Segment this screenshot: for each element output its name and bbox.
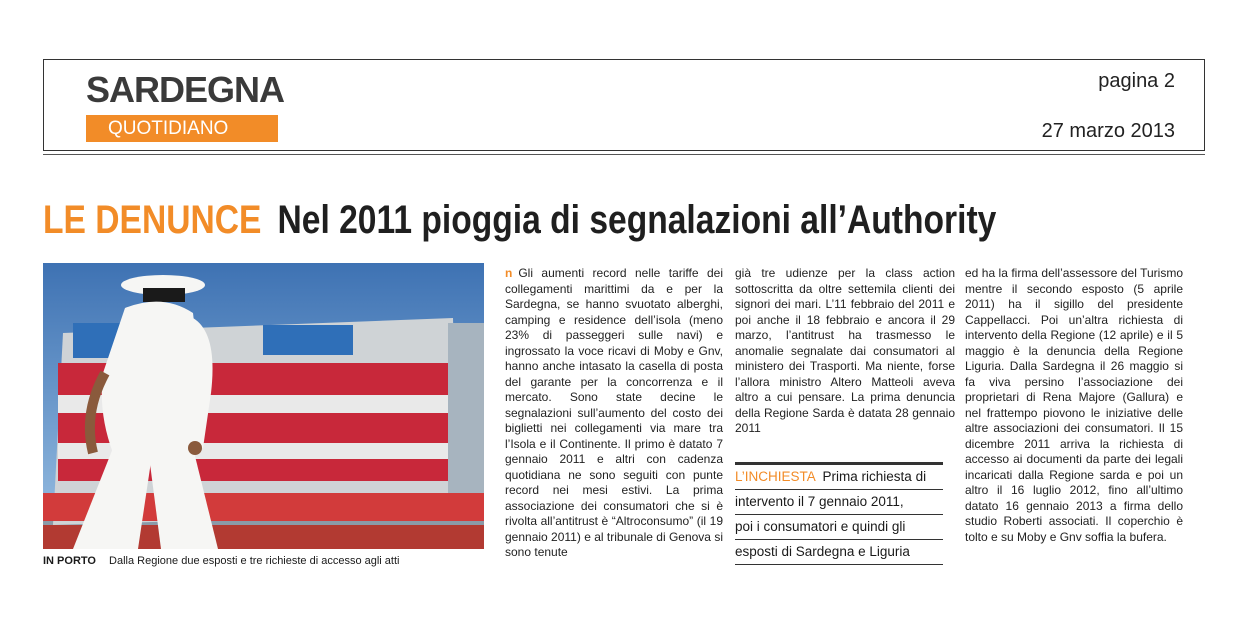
article-column-2	[735, 266, 955, 437]
port-ferry-illustration	[43, 263, 484, 549]
inquiry-line: esposti di Sardegna e Liguria	[735, 540, 943, 565]
inquiry-line: poi i consumatori e quindi gli	[735, 515, 943, 540]
inquiry-line	[735, 465, 943, 490]
page-number: pagina 2	[1098, 70, 1175, 92]
article-text-3: ed ha la firma dell’assessore del Turismo mentre il secondo esposto (5 aprile 2011) ha il sigillo del presidente Cappellacci. Poi un’altra richiesta di intervento della Regione (12 aprile) e il 5 maggio è la denuncia della Regione Liguria. Dalla Sardegna il 26 maggio si fa viva persino l’associazione dei proprietari di Rena Majore (Gallura) e nel frattempo piovono le iniziative delle altre associazioni dei consumatori. Il 15 dicembre 2011 arriva la richiesta di accesso ai documenti da parte dei legali incaricati dalla Regione sarda e poi un altro il 16 luglio 2012, fino all’ultimo datato 16 gennaio 2013 a firma dello studio Roberti associati. Il coperchio è tolto e su Moby e Gnv soffia la bufera.	[965, 266, 1183, 544]
logo-title: SARDEGNA	[86, 69, 285, 110]
photo-caption	[43, 555, 399, 567]
article-text-2: già tre udienze per la class action sottoscritta da oltre settemila clienti dei signori dei mari. L’11 febbraio del 2011 e poi anche il 18 febbraio e ancora il 29 marzo, l’antitrust ha trasmesso le anomalie segnalate dai consumatori al ministero dei Trasporti. Ma niente, forse l’allora ministro Altero Matteoli aveva altro a cui pensare. La prima denuncia della Regione Sarda è datata 28 gennaio 2011	[735, 266, 955, 435]
article-text-1: Gli aumenti record nelle tariffe dei collegamenti marittimi da e per la Sardegna, se hanno svuotato alberghi, camping e residence dell’isola (meno 23% di passeggeri sulle navi) e ingrossato la voce ricavi di Moby e Gnv, hanno anche intasato la casella di posta del garante per la concorrenza e il mercato. Sono state decine le segnalazioni sull’aumento del costo dei biglietti nei collegamenti via mare tra l’Isola e il Continente. Il primo è datato 7 gennaio 2011 e altri con cadenza quotidiana ne sono seguiti con punte record nei mesi estivi. La prima associazione dei consumatori che si è rivolta all’antitrust è “Altroconsumo” (il 19 gennaio 2011) e al tribunale di Genova si sono tenute	[505, 266, 723, 559]
caption-label: IN PORTO	[43, 555, 96, 567]
article-column-3	[965, 266, 1183, 545]
inquiry-box	[735, 462, 943, 565]
headline-title: Nel 2011 pioggia di segnalazioni all’Authority	[277, 198, 997, 242]
logo-subtitle: QUOTIDIANO	[86, 115, 278, 142]
masthead-rule	[43, 154, 1205, 155]
inquiry-kicker: L’INCHIESTA	[735, 469, 816, 484]
caption-text: Dalla Regione due esposti e tre richieste di accesso agli atti	[109, 555, 400, 567]
inquiry-line: intervento il 7 gennaio 2011,	[735, 490, 943, 515]
headline-kicker: LE DENUNCE	[43, 198, 262, 242]
publication-date: 27 marzo 2013	[1041, 120, 1175, 142]
article-column-1	[505, 266, 723, 561]
article-photo	[43, 263, 484, 549]
article-headline	[43, 196, 996, 244]
inquiry-text: Prima richiesta di	[822, 469, 927, 484]
paragraph-marker-icon: n	[505, 266, 513, 280]
